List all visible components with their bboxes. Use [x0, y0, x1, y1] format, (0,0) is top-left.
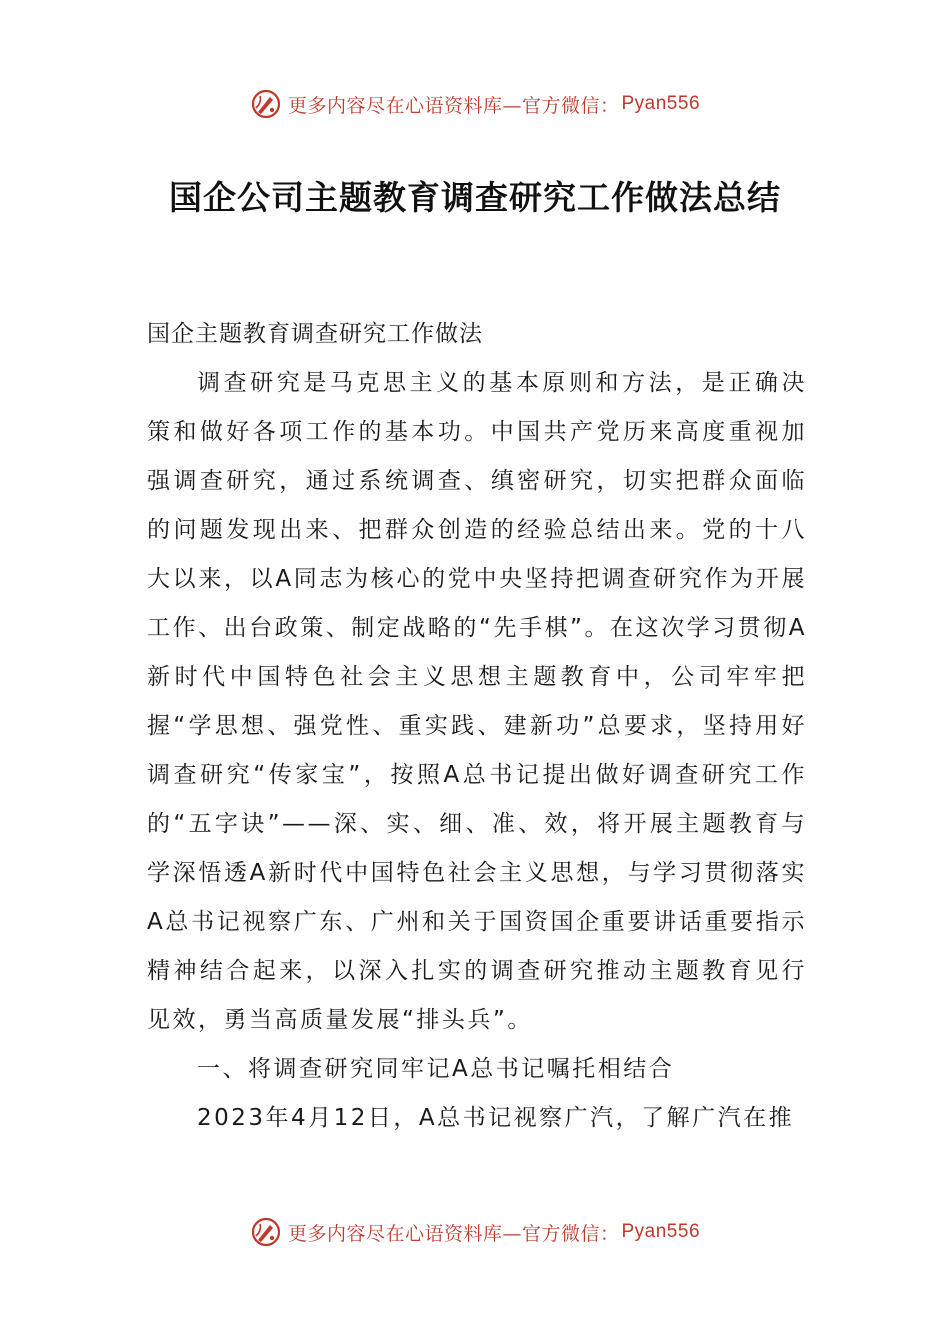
- quill-seal-icon: [250, 1216, 282, 1248]
- section-heading: 一、将调查研究同牢记A总书记嘱托相结合: [197, 1056, 675, 1082]
- watermark-banner-bottom: [0, 1212, 950, 1252]
- watermark-banner-top: [0, 84, 950, 124]
- watermark-text: 更多内容尽在心语资料库—官方微信：: [287, 94, 620, 117]
- body-paragraph: 2023年4月12日，A总书记视察广汽，了解广汽在推: [197, 1105, 795, 1131]
- body-paragraph: 调查研究是马克思主义的基本原则和方法，是正确决策和做好各项工作的基本功。中国共产党历来高度重视加强调查研究，通过系统调查、缜密研究，切实把群众面临的问题发现出来、把群众创造的经验总结出来。党的十八大以来，以A同志为核心的党中央坚持把调查研究作为开展工作、出台政策、制定战略的“先手棋”。在这次学习贯彻A新时代中国特色社会主义思想主题教育中，公司牢牢把握“学思想、强党性、重实践、建新功”总要求，坚持用好调查研究“传家宝”，按照A总书记提出做好调查研究工作的“五字诀”——深、实、细、准、效，将开展主题教育与学深悟透A新时代中国特色社会主义思想，与学习贯彻落实A总书记视察广东、广州和关于国资国企重要讲话重要指示精神结合起来，以深入扎实的调查研究推动主题教育见行见效，勇当高质量发展“排头兵”。: [147, 370, 807, 1033]
- document-subtitle: 国企主题教育调查研究工作做法: [147, 321, 483, 347]
- quill-seal-icon: [250, 88, 282, 120]
- watermark-wechat-id: Pyan556: [621, 93, 701, 114]
- watermark-text: 更多内容尽在心语资料库—官方微信：: [287, 1222, 620, 1245]
- document-title: 国企公司主题教育调查研究工作做法总结: [169, 178, 781, 217]
- document-body: [147, 310, 807, 1143]
- watermark-wechat-id: Pyan556: [621, 1221, 701, 1242]
